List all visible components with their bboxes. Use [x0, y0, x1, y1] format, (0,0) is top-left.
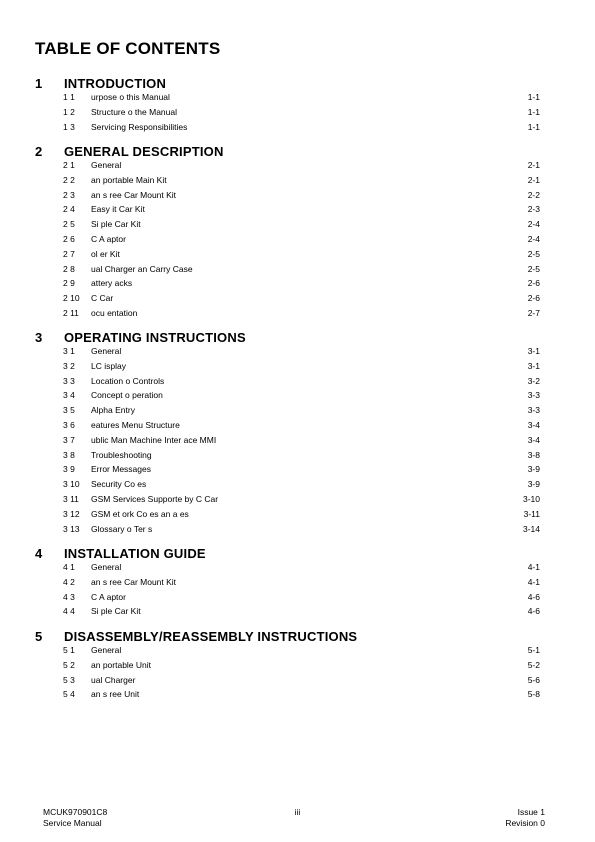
footer-revision: Revision 0: [505, 817, 545, 828]
entry-page: 2-1: [527, 160, 540, 170]
footer-doc-code: MCUK970901C8: [43, 807, 108, 817]
entry-page: 2-6: [527, 293, 540, 304]
entry-number: 3 3: [63, 375, 75, 386]
entry-number: 2 7: [63, 248, 75, 259]
entry-title: ublic Man Machine Inter ace MMI: [91, 434, 217, 445]
entry-page: 2-1: [527, 174, 540, 185]
entry-number: 2 6: [63, 233, 75, 244]
entry-title: Servicing Responsibilities: [91, 121, 188, 132]
entry-number: 2 5: [63, 219, 75, 230]
entry-number: 4 3: [63, 591, 75, 602]
toc-entry[interactable]: [0, 479, 595, 494]
entry-title: an s ree Car Mount Kit: [91, 576, 177, 587]
toc-entry[interactable]: [0, 361, 595, 376]
entry-page: 1-1: [527, 106, 540, 117]
toc-entry[interactable]: [0, 204, 595, 219]
footer-right: [505, 807, 545, 828]
entry-number: 3 6: [63, 419, 75, 430]
toc-entry[interactable]: [0, 308, 595, 323]
entry-number: 2 9: [63, 278, 75, 289]
entry-page: 2-5: [527, 263, 540, 274]
toc-entry[interactable]: [0, 405, 595, 420]
section-number: 4: [35, 546, 43, 561]
entry-title: attery acks: [91, 278, 133, 289]
toc-entry[interactable]: [0, 450, 595, 465]
toc-entry[interactable]: [0, 92, 595, 107]
entry-page: 3-9: [527, 479, 540, 490]
entry-page: 3-1: [527, 346, 540, 356]
entry-number: 2 2: [63, 174, 75, 185]
entry-title: General: [91, 160, 122, 170]
section-number: 5: [35, 629, 43, 644]
toc-entries: [0, 346, 595, 538]
entry-page: 2-4: [527, 233, 540, 244]
entry-number: 3 5: [63, 405, 75, 416]
toc-entry[interactable]: [0, 234, 595, 249]
section-heading[interactable]: [0, 330, 595, 346]
entry-title: C A aptor: [91, 233, 126, 244]
toc-entries: [0, 645, 595, 704]
toc-entry[interactable]: [0, 660, 595, 675]
entry-page: 5-2: [527, 659, 540, 670]
section-title: GENERAL DESCRIPTION: [64, 144, 224, 159]
entry-title: Security Co es: [91, 479, 147, 490]
page-title: TABLE OF CONTENTS: [35, 39, 221, 58]
entry-title: Glossary o Ter s: [91, 523, 153, 534]
entry-title: ol er Kit: [91, 248, 120, 259]
entry-title: an portable Main Kit: [91, 174, 167, 185]
entry-title: an s ree Unit: [91, 689, 140, 700]
entry-page: 5-6: [527, 674, 540, 685]
footer-issue: Issue 1: [517, 807, 545, 817]
toc-entry[interactable]: [0, 509, 595, 524]
entry-title: Structure o the Manual: [91, 106, 177, 117]
entry-number: 5 4: [63, 689, 75, 700]
toc-entry[interactable]: [0, 264, 595, 279]
toc-entry[interactable]: [0, 122, 595, 137]
entry-number: 3 13: [63, 523, 80, 534]
entry-number: 1 1: [63, 92, 75, 102]
toc-entry[interactable]: [0, 107, 595, 122]
toc-entries: [0, 160, 595, 323]
entry-page: 2-3: [527, 204, 540, 215]
entry-title: ual Charger: [91, 674, 136, 685]
entry-number: 2 8: [63, 263, 75, 274]
entry-page: 3-1: [527, 360, 540, 371]
entry-number: 4 4: [63, 606, 75, 617]
toc-entry[interactable]: [0, 689, 595, 704]
entry-page: 2-6: [527, 278, 540, 289]
entry-page: 4-1: [527, 562, 540, 572]
section-number: 2: [35, 144, 43, 159]
entry-number: 5 3: [63, 674, 75, 685]
entry-number: 3 11: [63, 493, 79, 504]
toc-entry[interactable]: [0, 376, 595, 391]
entry-number: 1 2: [63, 106, 75, 117]
entry-number: 3 12: [63, 508, 80, 519]
footer-doc-type: Service Manual: [43, 817, 102, 828]
entry-number: 2 3: [63, 189, 75, 200]
entry-page: 5-8: [527, 689, 540, 700]
entry-title: LC isplay: [91, 360, 126, 371]
entry-page: 2-2: [527, 189, 540, 200]
toc-entry[interactable]: [0, 562, 595, 577]
entry-page: 2-5: [527, 248, 540, 259]
section-title: OPERATING INSTRUCTIONS: [64, 330, 246, 345]
entry-page: 3-8: [527, 449, 540, 460]
entry-title: Location o Controls: [91, 375, 165, 386]
entry-page: 3-3: [527, 405, 540, 416]
section-heading[interactable]: [0, 144, 595, 160]
section-heading[interactable]: [0, 546, 595, 562]
toc-entry[interactable]: [0, 577, 595, 592]
entry-title: Si ple Car Kit: [91, 219, 141, 230]
entry-page: 3-2: [527, 375, 540, 386]
entry-page: 1-1: [527, 92, 540, 102]
section-title: DISASSEMBLY/REASSEMBLY INSTRUCTIONS: [64, 629, 358, 644]
section-title: INSTALLATION GUIDE: [64, 546, 206, 561]
entry-page: 2-7: [527, 307, 540, 318]
toc-entry[interactable]: [0, 219, 595, 234]
toc-section: [0, 330, 595, 538]
entry-page: 3-4: [527, 419, 540, 430]
entry-title: ual Charger an Carry Case: [91, 263, 193, 274]
entry-title: urpose o this Manual: [91, 92, 170, 102]
entry-page: 3-11: [523, 508, 540, 519]
entry-number: 2 4: [63, 204, 75, 215]
entry-number: 3 2: [63, 360, 75, 371]
toc-section: [0, 144, 595, 323]
entry-number: 5 2: [63, 659, 75, 670]
toc-entry[interactable]: [0, 160, 595, 175]
section-heading[interactable]: [0, 76, 595, 92]
entry-title: Error Messages: [91, 464, 151, 475]
entry-page: 1-1: [527, 121, 540, 132]
toc-entry[interactable]: [0, 293, 595, 308]
toc-entry[interactable]: [0, 592, 595, 607]
entry-title: General: [91, 346, 122, 356]
toc-section: [0, 76, 595, 136]
entry-number: 3 7: [63, 434, 75, 445]
entry-page: 4-6: [527, 591, 540, 602]
entry-title: Concept o peration: [91, 390, 163, 401]
entry-number: 2 11: [63, 307, 79, 318]
entry-number: 3 8: [63, 449, 75, 460]
entry-title: GSM Services Supporte by C Car: [91, 493, 219, 504]
toc-entry[interactable]: [0, 278, 595, 293]
entry-page: 3-9: [527, 464, 540, 475]
toc-entry[interactable]: [0, 494, 595, 509]
toc-entry[interactable]: [0, 175, 595, 190]
entry-title: C Car: [91, 293, 114, 304]
entry-number: 3 10: [63, 479, 80, 490]
entry-number: 3 4: [63, 390, 75, 401]
section-title: INTRODUCTION: [64, 76, 167, 91]
entry-title: Alpha Entry: [91, 405, 135, 416]
entry-number: 2 1: [63, 160, 75, 170]
entry-title: Easy it Car Kit: [91, 204, 145, 215]
entry-number: 2 10: [63, 293, 80, 304]
toc-entries: [0, 562, 595, 621]
entry-number: 3 9: [63, 464, 75, 475]
entry-title: GSM et ork Co es an a es: [91, 508, 189, 519]
entry-number: 3 1: [63, 346, 75, 356]
toc-entry[interactable]: [0, 675, 595, 690]
toc-entry[interactable]: [0, 606, 595, 621]
entry-title: General: [91, 562, 122, 572]
entry-title: an s ree Car Mount Kit: [91, 189, 177, 200]
toc-entry[interactable]: [0, 464, 595, 479]
entry-number: 1 3: [63, 121, 75, 132]
toc-section: [0, 629, 595, 704]
entry-title: Troubleshooting: [91, 449, 152, 460]
toc-entry[interactable]: [0, 435, 595, 450]
toc-entry[interactable]: [0, 346, 595, 361]
entry-number: 4 2: [63, 576, 75, 587]
toc-section: [0, 546, 595, 621]
entry-page: 3-4: [527, 434, 540, 445]
entry-page: 5-1: [527, 645, 540, 655]
entry-page: 4-1: [527, 576, 540, 587]
toc-entry[interactable]: [0, 390, 595, 405]
entry-title: an portable Unit: [91, 659, 152, 670]
toc-entry[interactable]: [0, 249, 595, 264]
entry-number: 5 1: [63, 645, 75, 655]
section-heading[interactable]: [0, 629, 595, 645]
entry-title: Si ple Car Kit: [91, 606, 141, 617]
entry-title: ocu entation: [91, 307, 138, 318]
toc-entry[interactable]: [0, 645, 595, 660]
entry-page: 3-10: [522, 493, 540, 504]
entry-page: 2-4: [527, 219, 540, 230]
entry-title: General: [91, 645, 122, 655]
page-number: iii: [294, 807, 301, 817]
toc-entry[interactable]: [0, 420, 595, 435]
entry-page: 3-14: [522, 523, 540, 534]
section-number: 1: [35, 76, 43, 91]
section-number: 3: [35, 330, 43, 345]
entry-page: 3-3: [527, 390, 540, 401]
toc-entries: [0, 92, 595, 136]
entry-page: 4-6: [527, 606, 540, 617]
entry-number: 4 1: [63, 562, 75, 572]
toc-entry[interactable]: [0, 524, 595, 539]
entry-title: eatures Menu Structure: [91, 419, 180, 430]
entry-title: C A aptor: [91, 591, 126, 602]
toc-entry[interactable]: [0, 190, 595, 205]
